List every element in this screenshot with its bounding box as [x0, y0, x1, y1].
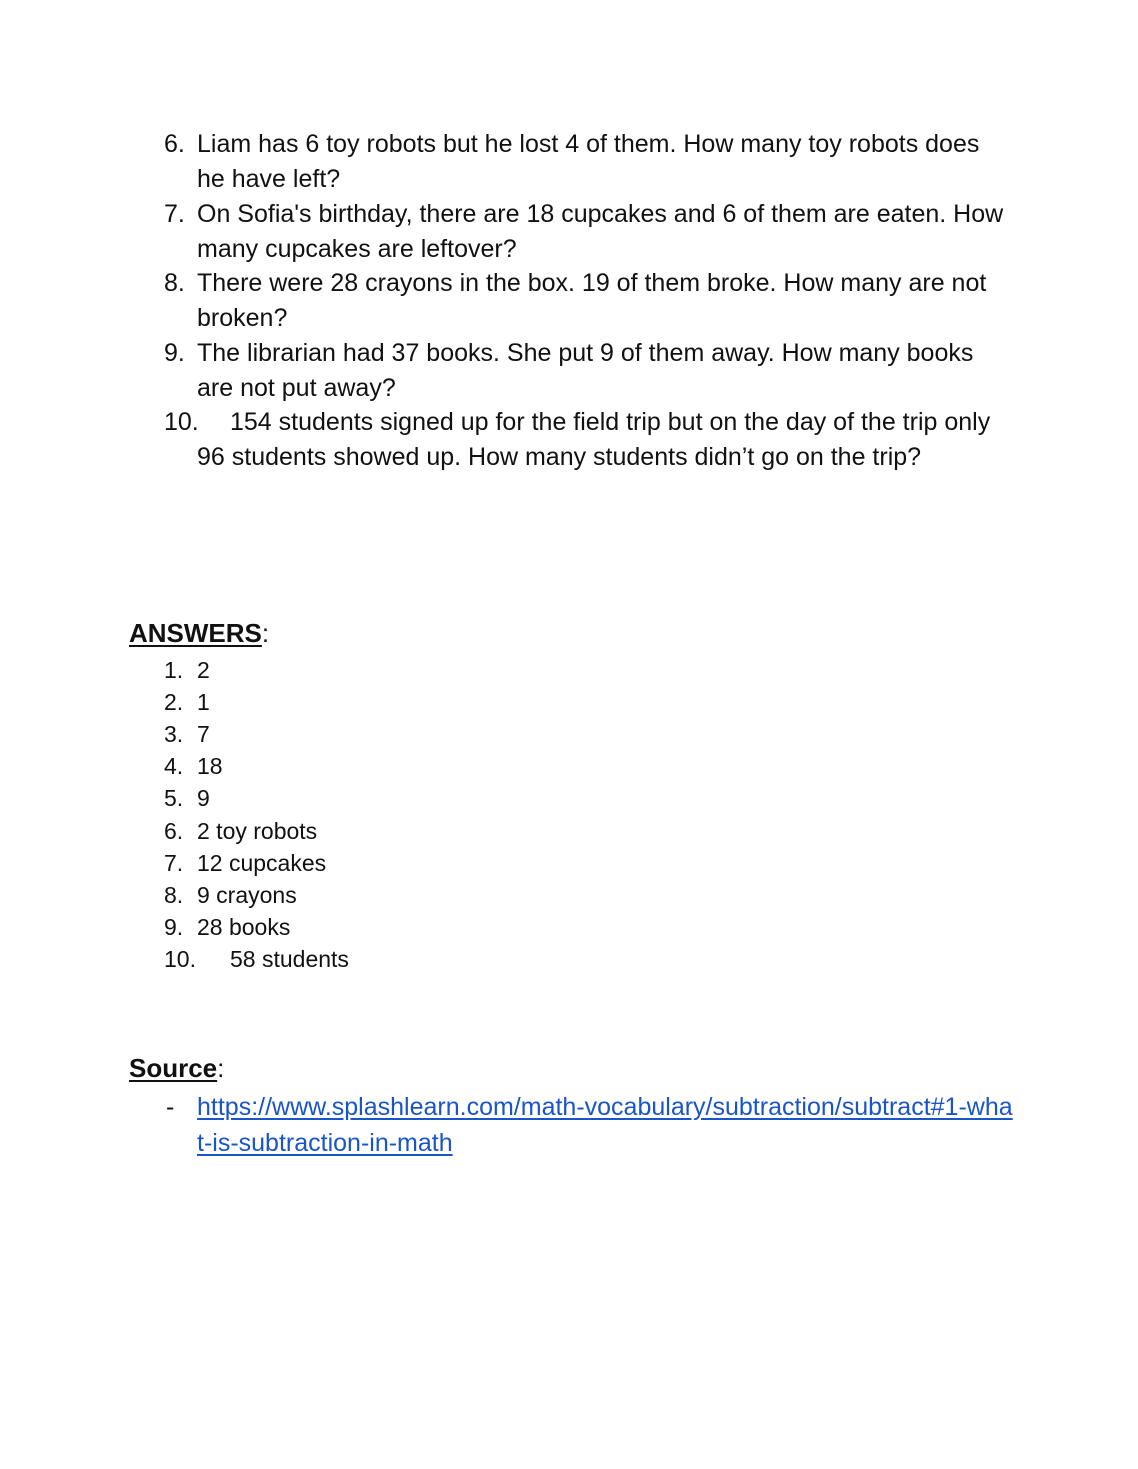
- answer-number: 2.: [164, 689, 184, 715]
- answer-number: 8.: [164, 882, 184, 908]
- question-text: There were 28 crayons in the box. 19 of them broke. How many are not broken?: [197, 269, 987, 332]
- answer-item: [164, 686, 210, 718]
- question-item: [164, 336, 1004, 406]
- answer-value: 2 toy robots: [197, 818, 318, 844]
- answers-heading-text: ANSWERS: [129, 618, 262, 648]
- question-text: Liam has 6 toy robots but he lost 4 of them. How many toy robots does he have left?: [197, 130, 980, 193]
- answer-item: [164, 847, 326, 879]
- answer-value: 58 students: [230, 946, 349, 972]
- answer-number: 4.: [164, 753, 184, 779]
- question-item: [164, 405, 1004, 475]
- answer-value: 28 books: [197, 914, 291, 940]
- answer-number: 10.: [164, 946, 196, 972]
- answer-number: 6.: [164, 818, 184, 844]
- source-link[interactable]: https://www.splashlearn.com/math-vocabulary/subtraction/subtract#1-what-is-subtraction-in-math: [197, 1093, 1013, 1157]
- question-number: 10.: [164, 408, 199, 436]
- question-item: [164, 266, 1004, 336]
- source-heading: [129, 1053, 224, 1084]
- answer-item: [164, 815, 317, 847]
- answer-number: 5.: [164, 785, 184, 811]
- answer-item: [164, 879, 297, 911]
- answer-number: 9.: [164, 914, 184, 940]
- answer-value: 9: [197, 785, 210, 811]
- answer-value: 18: [197, 753, 223, 779]
- answer-number: 1.: [164, 657, 184, 683]
- answer-value: 2: [197, 657, 210, 683]
- question-number: 6.: [164, 130, 185, 158]
- question-text: 154 students signed up for the field trip but on the day of the trip only 96 students showed up. How many students didn’t go on the trip?: [197, 408, 991, 471]
- answer-item: [164, 911, 290, 943]
- answer-value: 12 cupcakes: [197, 850, 327, 876]
- answer-item: [164, 718, 210, 750]
- source-heading-text: Source: [129, 1053, 218, 1083]
- bullet-dash: -: [166, 1093, 175, 1121]
- answer-value: 7: [197, 721, 210, 747]
- source-heading-colon: :: [217, 1053, 225, 1083]
- answers-heading: [129, 618, 269, 649]
- question-item: [164, 197, 1004, 267]
- answer-number: 7.: [164, 850, 184, 876]
- answer-number: 3.: [164, 721, 184, 747]
- answer-item: [164, 654, 210, 686]
- question-number: 7.: [164, 200, 185, 228]
- question-text: On Sofia's birthday, there are 18 cupcakes and 6 of them are eaten. How many cupcakes are leftover?: [197, 200, 1004, 263]
- question-number: 9.: [164, 339, 185, 367]
- answer-item: [164, 782, 210, 814]
- answer-item: [164, 750, 223, 782]
- answers-heading-colon: :: [261, 618, 270, 648]
- question-item: [164, 127, 1004, 197]
- answer-item: [164, 943, 349, 975]
- answer-value: 9 crayons: [197, 882, 297, 908]
- answer-value: 1: [197, 689, 210, 715]
- question-text: The librarian had 37 books. She put 9 of them away. How many books are not put away?: [197, 339, 974, 402]
- question-number: 8.: [164, 269, 185, 297]
